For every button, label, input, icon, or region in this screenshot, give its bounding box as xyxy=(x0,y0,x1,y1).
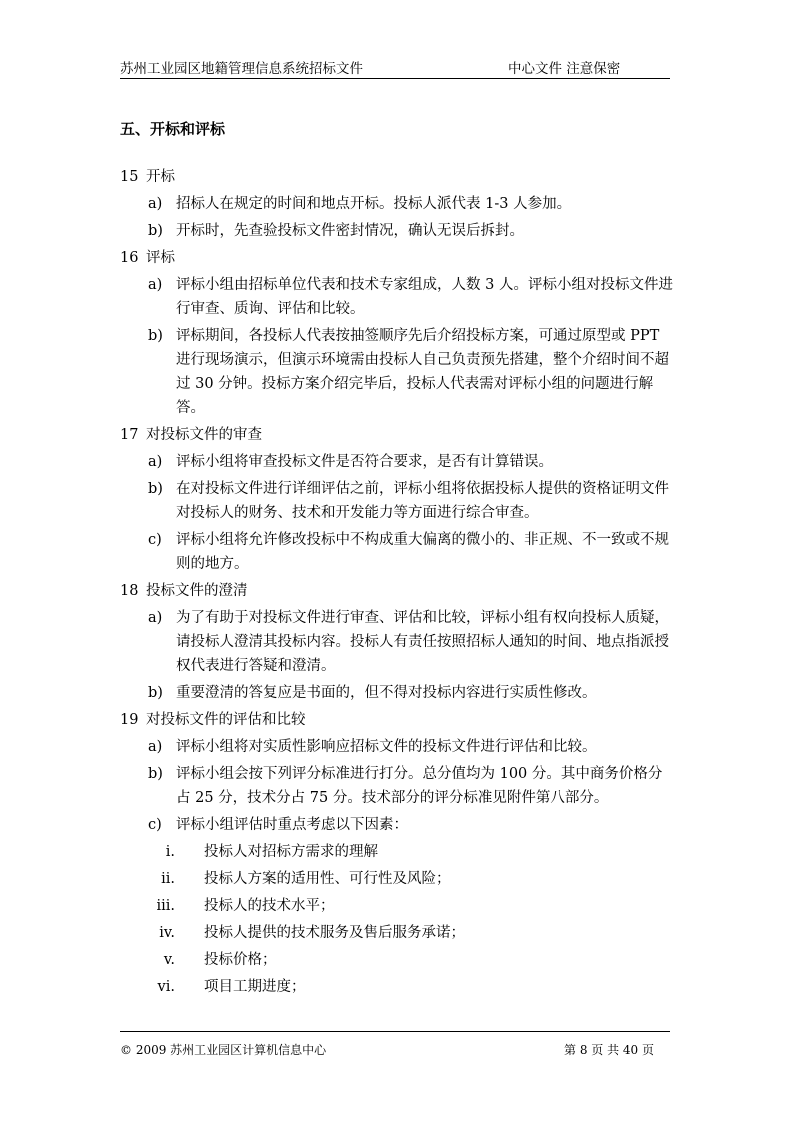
list-item xyxy=(120,762,676,810)
list-item xyxy=(120,606,676,678)
item-text: 投标人提供的技术服务及售后服务承诺； xyxy=(204,925,465,941)
item-text: 评标小组将对实质性影响应招标文件的投标文件进行评估和比较。 xyxy=(176,739,597,755)
item-text: 投标人对招标方需求的理解 xyxy=(204,844,378,860)
item-text: 对投标文件的审查 xyxy=(146,427,262,443)
clause-heading xyxy=(120,708,676,732)
clause-heading xyxy=(120,423,676,447)
item-marker: i. xyxy=(165,844,175,860)
list-item xyxy=(120,192,676,216)
item-marker: c) xyxy=(148,817,162,833)
list-item xyxy=(120,477,676,525)
item-text: 重要澄清的答复应是书面的，但不得对投标内容进行实质性修改。 xyxy=(176,685,597,701)
list-item xyxy=(120,219,676,243)
item-text: 投标人方案的适用性、可行性及风险； xyxy=(204,871,451,887)
item-text: 开标 xyxy=(146,169,175,185)
item-marker: 18 xyxy=(120,583,139,599)
item-marker: a) xyxy=(148,454,163,470)
item-text: 评标小组将审查投标文件是否符合要求，是否有计算错误。 xyxy=(176,454,553,470)
item-marker: a) xyxy=(148,610,163,626)
document-body xyxy=(120,162,676,999)
item-marker: vi. xyxy=(157,979,175,995)
item-marker: iv. xyxy=(159,925,175,941)
item-text: 招标人在规定的时间和地点开标。投标人派代表 1-3 人参加。 xyxy=(176,196,572,212)
list-item xyxy=(120,867,676,891)
page-header xyxy=(120,57,670,79)
list-item xyxy=(120,813,676,837)
list-item xyxy=(120,894,676,918)
item-marker: a) xyxy=(148,196,163,212)
item-marker: b) xyxy=(148,766,163,782)
item-text: 评标小组由招标单位代表和技术专家组成，人数 3 人。评标小组对投标文件进行审查、质询、评估和比较。 xyxy=(176,277,673,317)
item-text: 对投标文件的评估和比较 xyxy=(146,712,306,728)
item-marker: 16 xyxy=(120,250,139,266)
item-text: 投标价格； xyxy=(204,952,277,968)
item-text: 评标期间，各投标人代表按抽签顺序先后介绍投标方案，可通过原型或 PPT 进行现场演示，但演示环境需由投标人自己负责预先搭建，整个介绍时间不超过 30 分钟。投标方案介绍完毕后，投标人代表需对评标小组的问题进行解答。 xyxy=(176,328,669,416)
list-item xyxy=(120,735,676,759)
item-marker: a) xyxy=(148,739,163,755)
list-item xyxy=(120,273,676,321)
item-marker: b) xyxy=(148,685,163,701)
footer-page-number: 第 8 页 共 40 页 xyxy=(564,1043,654,1057)
clause-heading xyxy=(120,246,676,270)
item-marker: b) xyxy=(148,481,163,497)
item-marker: c) xyxy=(148,532,162,548)
item-text: 评标 xyxy=(146,250,175,266)
list-item xyxy=(120,450,676,474)
item-text: 投标文件的澄清 xyxy=(146,583,248,599)
section-title: 五、开标和评标 xyxy=(120,120,226,138)
list-item xyxy=(120,948,676,972)
clause-heading xyxy=(120,579,676,603)
list-item xyxy=(120,921,676,945)
item-text: 投标人的技术水平； xyxy=(204,898,335,914)
item-marker: iii. xyxy=(156,898,175,914)
item-marker: v. xyxy=(163,952,175,968)
item-text: 评标小组将允许修改投标中不构成重大偏离的微小的、非正规、不一致或不规则的地方。 xyxy=(176,532,669,572)
item-marker: 17 xyxy=(120,427,139,443)
item-marker: b) xyxy=(148,223,163,239)
header-doc-title: 苏州工业园区地籍管理信息系统招标文件 xyxy=(120,61,363,77)
clause-heading xyxy=(120,165,676,189)
item-marker: a) xyxy=(148,277,163,293)
item-text: 开标时，先查验投标文件密封情况，确认无误后拆封。 xyxy=(176,223,524,239)
item-text: 评标小组会按下列评分标准进行打分。总分值均为 100 分。其中商务价格分占 25 分，技术分占 75 分。技术部分的评分标准见附件第八部分。 xyxy=(176,766,663,806)
item-marker: b) xyxy=(148,328,163,344)
item-marker: 19 xyxy=(120,712,139,728)
item-text: 项目工期进度； xyxy=(204,979,306,995)
header-confidential: 中心文件 注意保密 xyxy=(508,61,621,77)
list-item xyxy=(120,324,676,420)
item-text: 为了有助于对投标文件进行审查、评估和比较，评标小组有权向投标人质疑，请投标人澄清其投标内容。投标人有责任按照招标人通知的时间、地点指派授权代表进行答疑和澄清。 xyxy=(176,610,669,674)
item-text: 在对投标文件进行详细评估之前，评标小组将依据投标人提供的资格证明文件对投标人的财务、技术和开发能力等方面进行综合审查。 xyxy=(176,481,669,521)
item-marker: 15 xyxy=(120,169,139,185)
item-marker: ii. xyxy=(161,871,175,887)
list-item xyxy=(120,975,676,999)
list-item xyxy=(120,528,676,576)
list-item xyxy=(120,840,676,864)
item-text: 评标小组评估时重点考虑以下因素： xyxy=(176,817,408,833)
footer-copyright: © 2009 苏州工业园区计算机信息中心 xyxy=(120,1043,327,1057)
page-footer xyxy=(120,1031,670,1060)
list-item xyxy=(120,681,676,705)
